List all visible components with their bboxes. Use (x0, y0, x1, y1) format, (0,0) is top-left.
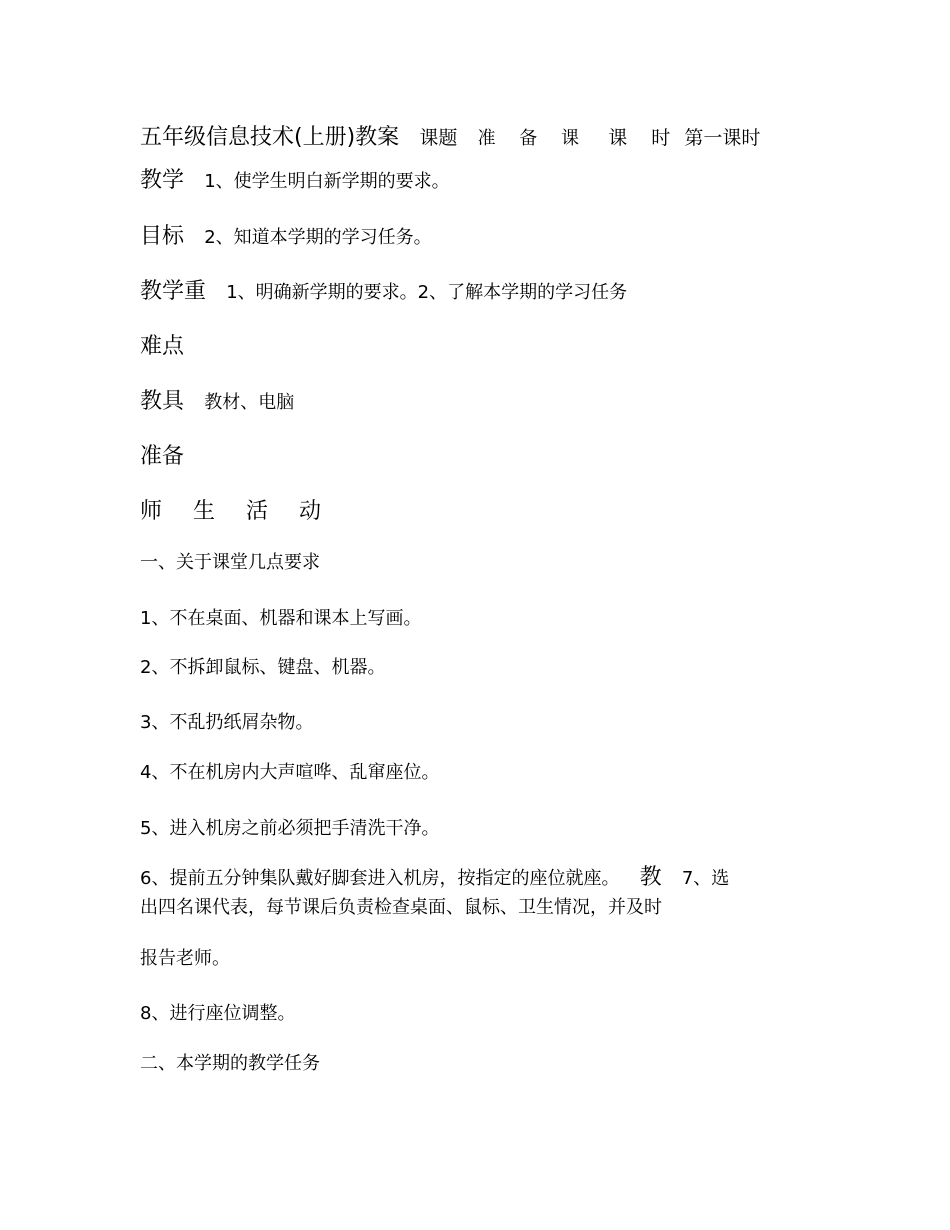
period-value: 第一课时 (684, 127, 761, 149)
tools-label-top: 教具 (140, 389, 185, 414)
rule-item: 4、不在机房内大声喧哗、乱窜座位。 (140, 762, 440, 783)
objective-item-2: 2、知道本学期的学习任务。 (204, 227, 432, 248)
tools-row (140, 391, 294, 413)
document-title: 五年级信息技术(上册)教案 (140, 125, 400, 150)
rule-item: 8、进行座位调整。 (140, 1003, 296, 1024)
rule-item-continued: 出四名课代表，每节课后负责检查桌面、鼠标、卫生情况，并及时 (140, 897, 662, 918)
objectives-label-top: 教学 (140, 168, 185, 193)
objectives-label-bottom: 目标 (140, 224, 185, 249)
objective-item-1: 1、使学生明白新学期的要求。 (204, 171, 450, 192)
key-points-label-bottom: 难点 (140, 334, 185, 359)
rule-item: 2、不拆卸鼠标、键盘、机器。 (140, 657, 386, 678)
key-points-content: 1、明确新学期的要求。2、了解本学期的学习任务 (226, 282, 628, 303)
key-points-row (140, 281, 627, 303)
key-points-label-top: 教学重 (140, 279, 207, 304)
section-1-heading: 一、关于课堂几点要求 (140, 552, 320, 573)
objectives-row-2 (140, 226, 432, 248)
rule-item: 5、进入机房之前必须把手清洗干净。 (140, 818, 440, 839)
rule-item: 7、选 (681, 868, 730, 889)
key-points-row-2 (140, 336, 184, 358)
rule-item: 6、提前五分钟集队戴好脚套进入机房，按指定的座位就座。 (140, 868, 620, 889)
period-label: 课 时 (608, 127, 680, 149)
rule-item: 3、不乱扔纸屑杂物。 (140, 712, 314, 733)
side-label-char: 教 (639, 865, 662, 890)
tools-label-bottom: 准备 (140, 444, 185, 469)
rule-item: 1、不在桌面、机器和课本上写画。 (140, 608, 422, 629)
activity-heading: 师 生 活 动 (140, 499, 333, 524)
objectives-row-1 (140, 170, 450, 192)
tools-row-2 (140, 446, 184, 468)
rule-6-row (140, 867, 729, 889)
section-2-heading: 二、本学期的教学任务 (140, 1053, 320, 1074)
lesson-value: 准 备 课 (477, 128, 589, 149)
tools-content: 教材、电脑 (204, 392, 295, 413)
rule-item-continued: 报告老师。 (140, 948, 230, 969)
title-line (140, 127, 760, 149)
lesson-label: 课题 (419, 127, 458, 149)
